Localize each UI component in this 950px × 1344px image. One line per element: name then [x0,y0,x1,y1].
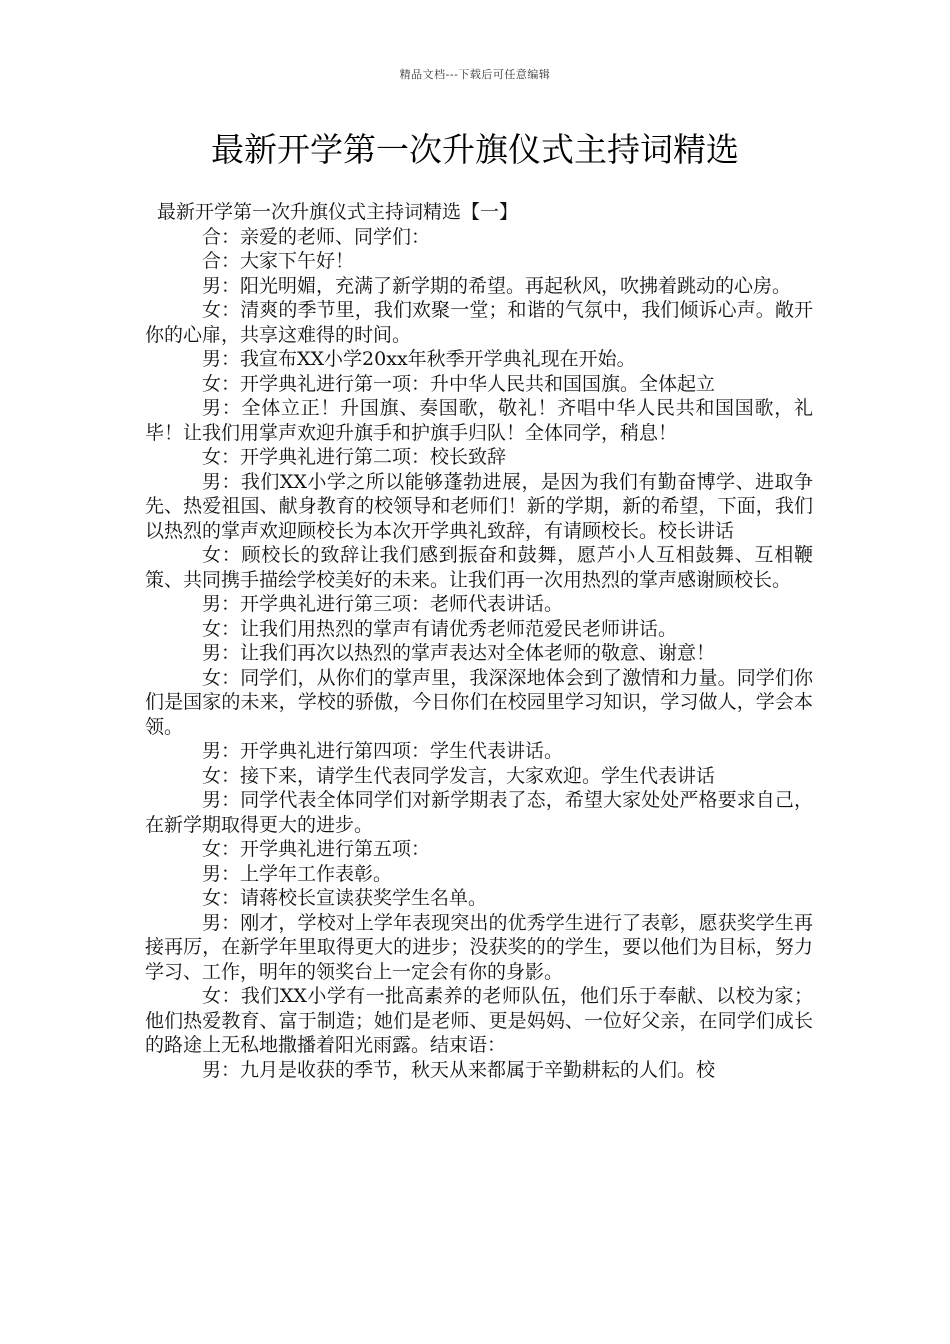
header-note: 精品文档---下载后可任意编辑 [399,68,551,81]
paragraph-21: 男：刚才，学校对上学年表现突出的优秀学生进行了表彰，愿获奖学生再接再厉，在新学年里取得更大的进步；没获奖的的学生，要以他们为目标，努力学习、工作，明年的领奖台上一定会有你的身影。 [145,911,813,983]
paragraph-17: 男：同学代表全体同学们对新学期表了态，希望大家处处严格要求自己，在新学期取得更大的进步。 [145,789,813,836]
document-body [145,200,813,1082]
paragraph-8: 女：开学典礼进行第二项：校长致辞 [202,446,507,468]
paragraph-9: 男：我们XX小学之所以能够蓬勃进展，是因为我们有勤奋博学、进取争先、热爱祖国、献身教育的校领导和老师们！新的学期，新的希望，下面，我们以热烈的掌声欢迎顾校长为本次开学典礼致辞，有请顾校长。校长讲话 [145,470,813,542]
paragraph-12: 女：让我们用热烈的掌声有请优秀老师范爱民老师讲话。 [202,617,678,640]
paragraph-14: 女：同学们，从你们的掌声里，我深深地体会到了激情和力量。同学们你们是国家的未来，学校的骄傲，今日你们在校园里学习知识，学习做人，学会本领。 [145,666,813,738]
paragraph-16: 女：接下来，请学生代表同学发言，大家欢迎。学生代表讲话 [202,764,716,787]
paragraph-10: 女：顾校长的致辞让我们感到振奋和鼓舞，愿芦小人互相鼓舞、互相鞭策、共同携手描绘学校美好的未来。让我们再一次用热烈的掌声感谢顾校长。 [145,544,813,591]
paragraph-18: 女：开学典礼进行第五项： [202,838,431,860]
paragraph-6: 女：开学典礼进行第一项：升中华人民共和国国旗。全体起立 [202,372,716,395]
paragraph-7: 男：全体立正！升国旗、奏国歌，敬礼！齐唱中华人民共和国国歌，礼毕！让我们用掌声欢迎升旗手和护旗手归队！全体同学，稍息！ [145,397,813,444]
paragraph-4: 女：清爽的季节里，我们欢聚一堂；和谐的气氛中，我们倾诉心声。敞开你的心扉，共享这难得的时间。 [145,299,813,346]
paragraph-20: 女：请蒋校长宣读获奖学生名单。 [202,887,488,909]
paragraph-5: 男：我宣布XX小学20xx年秋季开学典礼现在开始。 [202,348,636,370]
paragraph-23: 男：九月是收获的季节，秋天从来都属于辛勤耕耘的人们。校 [202,1058,716,1081]
paragraph-2: 合：大家下午好！ [202,250,355,272]
paragraph-3: 男：阳光明媚，充满了新学期的希望。再起秋风，吹拂着跳动的心房。 [202,274,792,297]
paragraph-1: 合：亲爱的老师、同学们： [202,225,431,248]
paragraph-22: 女：我们XX小学有一批高素养的老师队伍，他们乐于奉献、以校为家；他们热爱教育、富于制造；她们是老师、更是妈妈、一位好父亲，在同学们成长的路途上无私地撒播着阳光雨露。结束语： [145,985,813,1056]
paragraph-11: 男：开学典礼进行第三项：老师代表讲话。 [202,593,564,615]
document-title: 最新开学第一次升旗仪式主持词精选 [211,130,739,169]
paragraph-13: 男：让我们再次以热烈的掌声表达对全体老师的敬意、谢意！ [202,642,716,664]
paragraph-19: 男：上学年工作表彰。 [202,862,393,885]
paragraph-15: 男：开学典礼进行第四项：学生代表讲话。 [202,740,564,762]
section-heading: 最新开学第一次升旗仪式主持词精选【一】 [157,201,519,223]
